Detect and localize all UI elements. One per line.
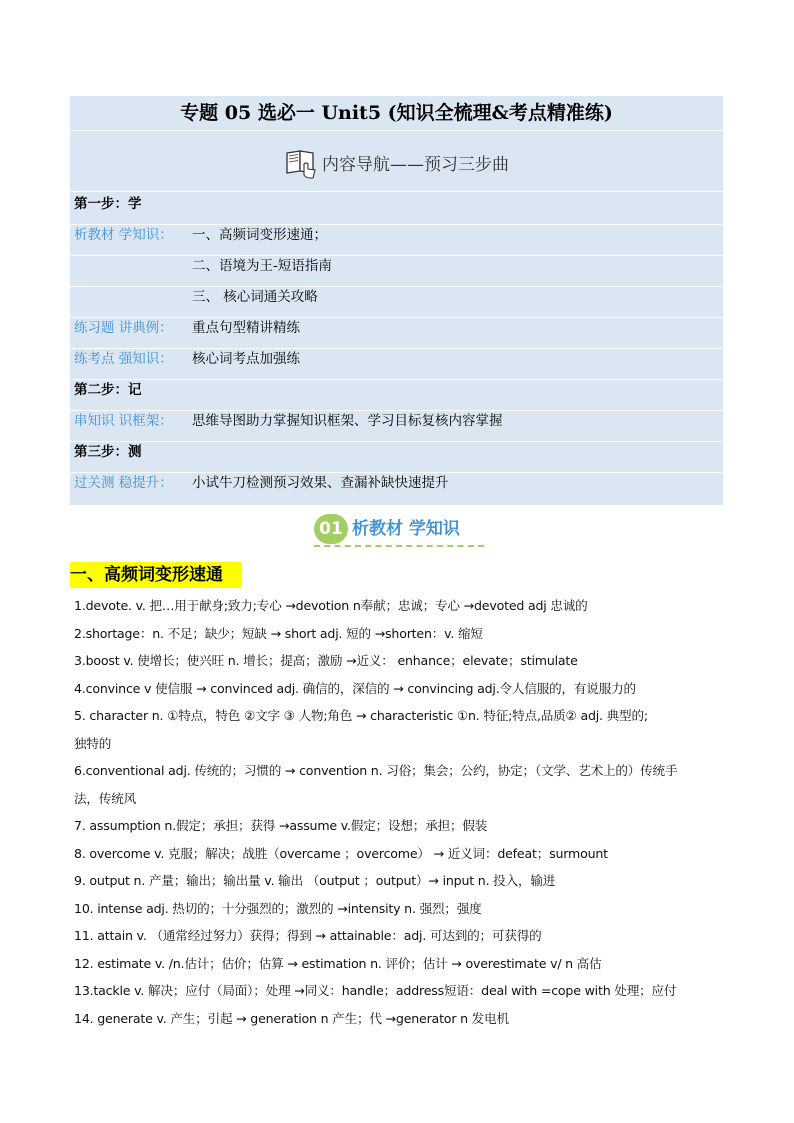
step-label: 第二步：记 [74,382,142,398]
step-label: 第一步：学 [74,196,142,212]
step-row-label: 析教材 学知识： [74,227,173,243]
step-row-text: 三、 核心词通关攻略 [192,289,318,305]
divider [70,224,723,225]
nav-header [70,142,723,182]
divider [70,441,723,442]
step-row-text: 重点句型精讲精练 [192,320,300,336]
divider [70,472,723,473]
step-heading [74,379,142,401]
step-row-text: 二、语境为王-短语指南 [192,258,332,274]
step-row-text: 一、高频词变形速通； [192,227,327,243]
step-row-text: 核心词考点加强练 [192,351,300,367]
step-row [74,224,327,246]
divider [70,255,723,256]
vocab-line: 7. assumption n.假定；承担；获得 →assume v.假定；设想；承担；假装 [74,818,488,833]
vocab-line: 5. character n. ①特点，特色 ②文字 ③ 人物;角色 → characteristic ①n. 特征;特点,品质② adj. 典型的; [74,708,648,723]
divider [70,130,723,131]
vocab-line: 13.tackle v. 解决；应付（局面）；处理 →同义：handle；address短语：deal with =cope with 处理；应付 [74,983,677,998]
section-title: 析教材 学知识 [352,519,460,539]
vocab-line: 14. generate v. 产生；引起 → generation n 产生；代 →generator n 发电机 [74,1010,509,1026]
vocab-line: 8. overcome v. 克服；解决；战胜（overcame ；overcome） → 近义词：defeat；surmount [74,845,608,861]
step-row-label: 过关测 稳提升： [74,475,173,491]
step-row-label: 串知识 识框架： [74,413,173,429]
step-row-label: 练考点 强知识： [74,351,173,367]
vocab-line: 4.convince v 使信服 → convinced adj. 确信的，深信的 → convincing adj.令人信服的，有说服力的 [74,680,636,696]
heading-highlighted: 一、高频词变形速通 [70,562,242,588]
page-title: 专题 05 选必一 Unit5 (知识全梳理&考点精准练) [180,102,613,124]
section-number-badge: 01 [314,514,348,544]
divider [70,317,723,318]
vocab-line: 12. estimate v. /n.估计；估价；估算 → estimation n. 评价；估计 → overestimate v/ n 高估 [74,955,602,971]
step-label: 第三步：测 [74,444,142,460]
step-row [74,286,318,308]
divider [70,348,723,349]
step-row [74,472,449,494]
vocab-line: 3.boost v. 使增长；使兴旺 n. 增长；提高；激励 →近义： enhance；elevate；stimulate [74,653,578,668]
step-row [74,255,332,277]
step-heading [74,441,142,463]
divider [70,191,723,192]
divider [70,286,723,287]
step-row-text: 小试牛刀检测预习效果、查漏补缺快速提升 [192,475,449,491]
vocab-line: 2.shortage：n. 不足；缺少；短缺 → short adj. 短的 →shorten：v. 缩短 [74,625,483,641]
vocab-line: 6.conventional adj. 传统的；习惯的 → convention n. 习俗；集会；公约，协定；（文学、艺术上的）传统手 [74,763,678,778]
step-row [74,317,300,339]
step-row [74,410,503,432]
divider [70,410,723,411]
step-row [74,348,300,370]
vocab-line: 1.devote. v. 把…用于献身;致力;专心 →devotion n奉献；忠诚；专心 →devoted adj 忠诚的 [74,598,588,613]
nav-title: 内容导航——预习三步曲 [322,154,509,175]
step-row-text: 思维导图助力掌握知识框架、学习目标复核内容掌握 [192,413,503,429]
step-row-label: 练习题 讲典例： [74,320,173,336]
vocab-line: 独特的 [74,735,112,751]
book-icon [284,144,320,180]
section-underline [314,545,484,547]
step-heading [74,193,142,215]
vocab-line: 11. attain v. （通常经过努力）获得；得到 → attainable：adj. 可达到的；可获得的 [74,928,542,943]
divider [70,379,723,380]
vocab-line: 10. intense adj. 热切的；十分强烈的；激烈的 →intensity n. 强烈；强度 [74,900,482,916]
vocab-line: 法，传统风 [74,790,136,806]
vocab-line: 9. output n. 产量；输出；输出量 v. 输出 （output ；output）→ input n. 投入，输进 [74,873,556,888]
